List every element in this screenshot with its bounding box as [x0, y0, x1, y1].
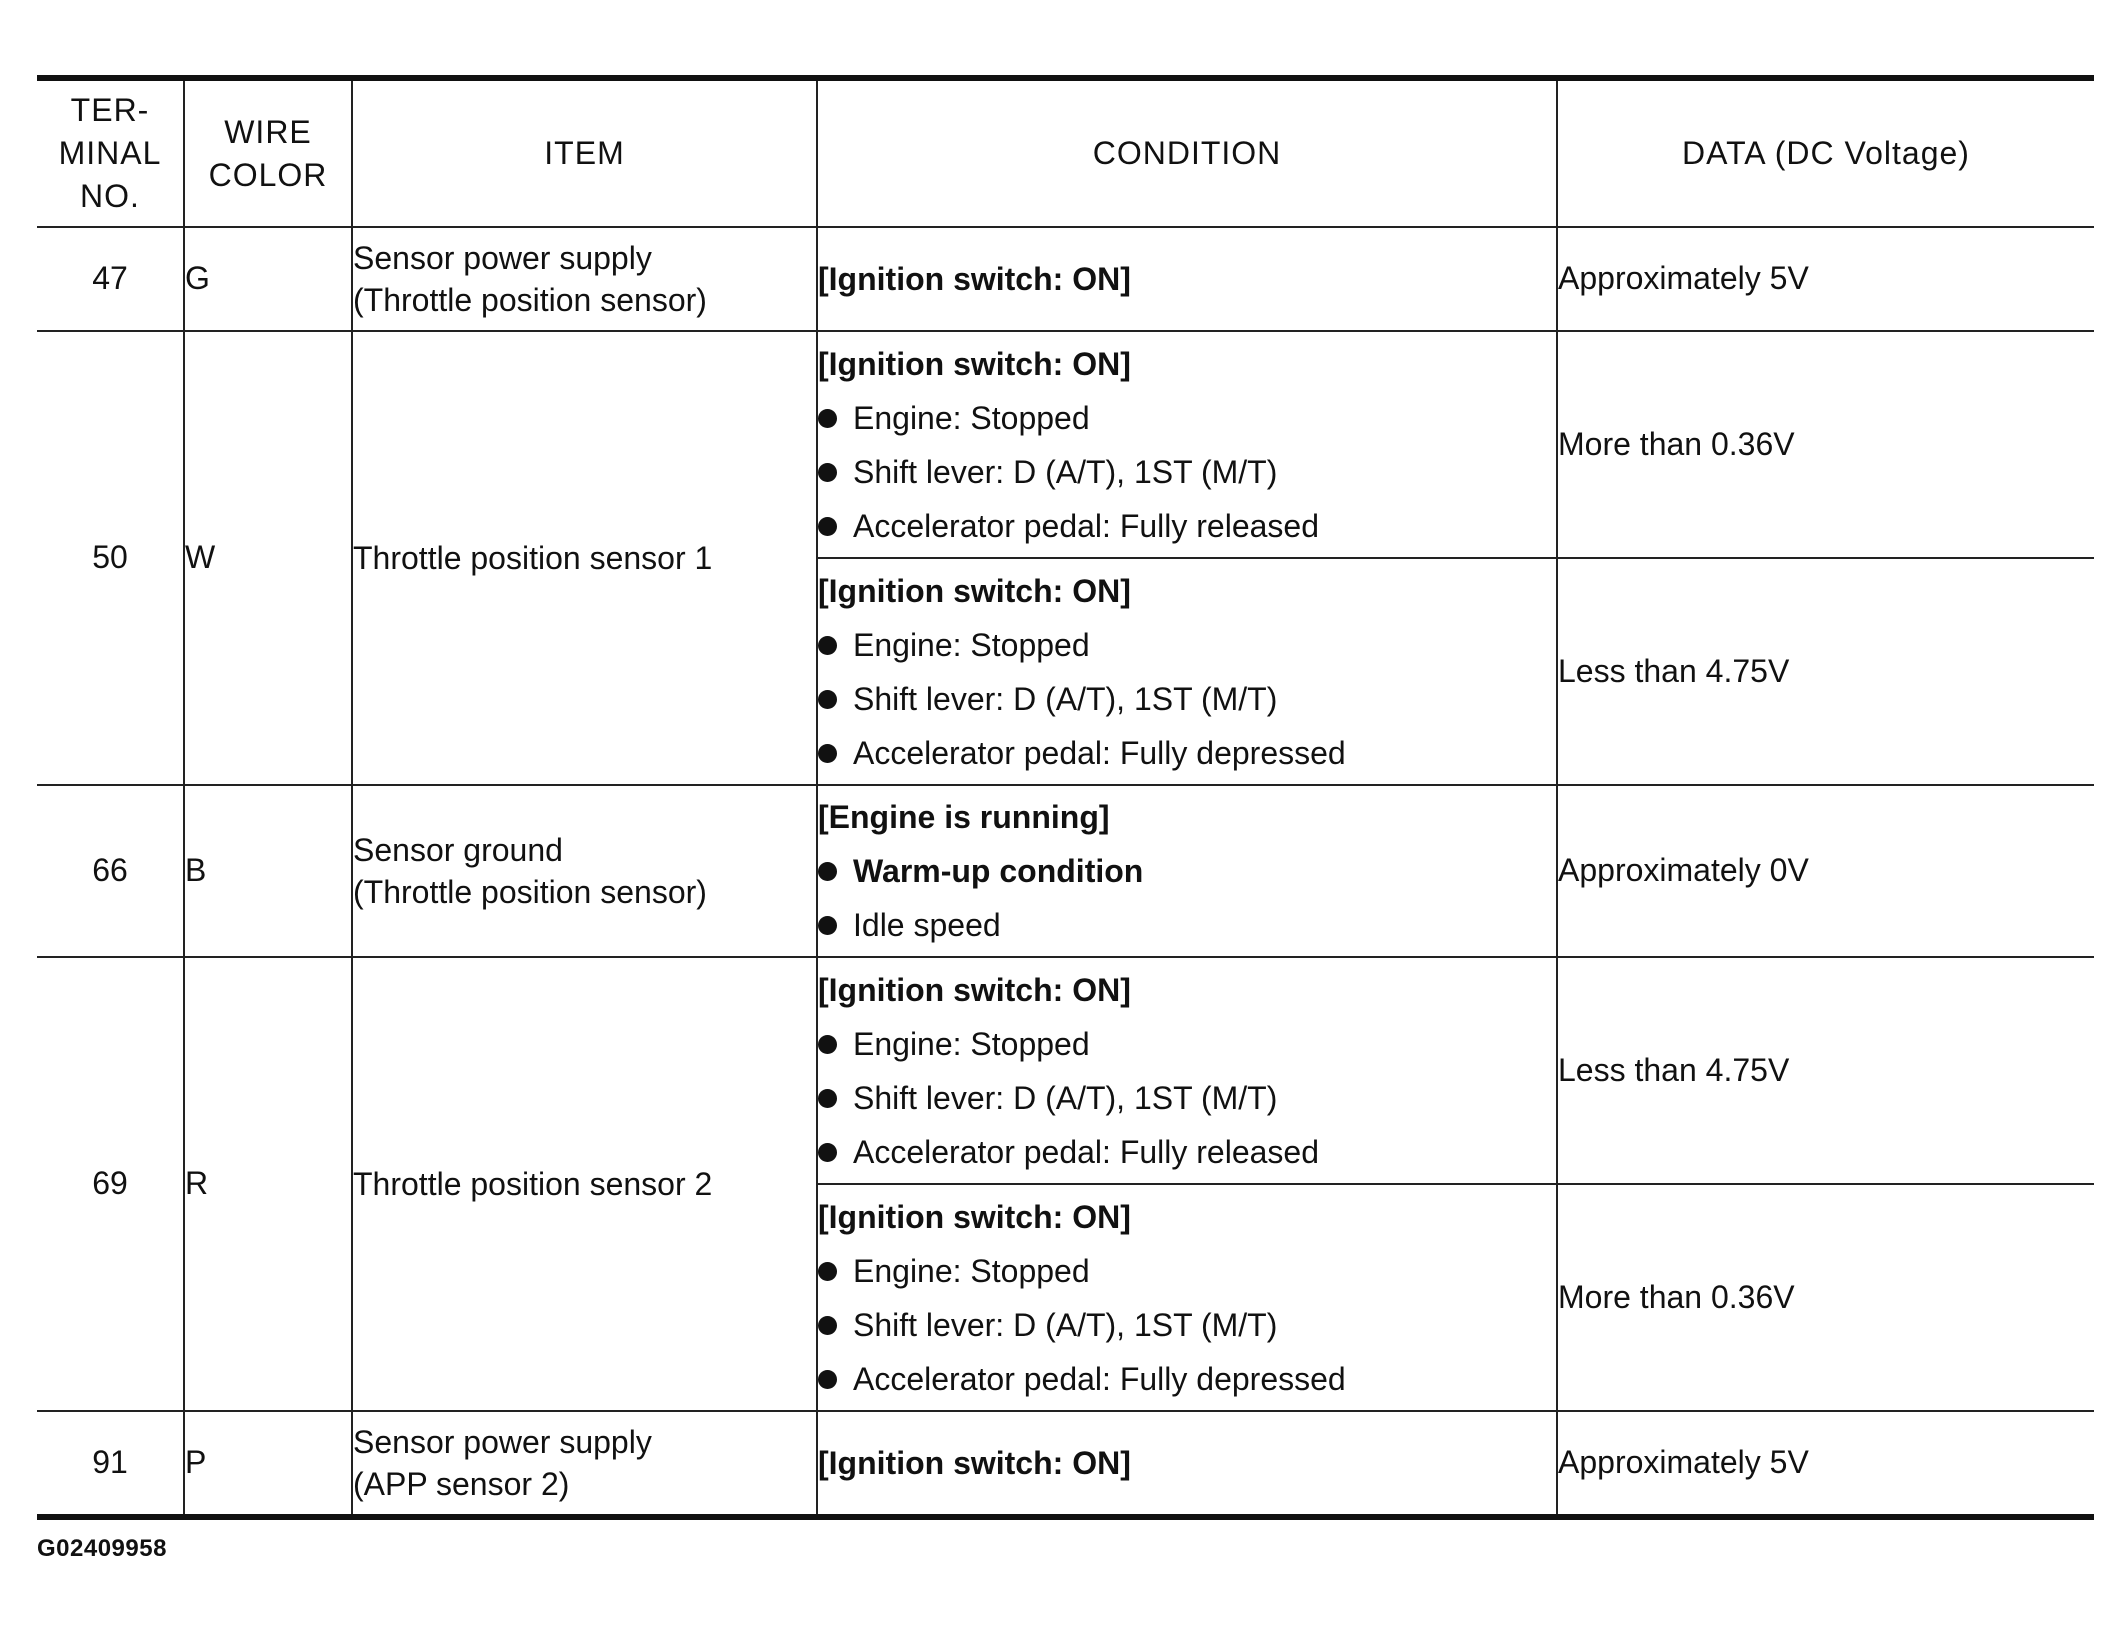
voltage-data-cell: Approximately 5V [1557, 227, 2094, 331]
item-cell [352, 227, 817, 331]
terminal-spec-table [37, 75, 2094, 1520]
condition-text: Shift lever: D (A/T), 1ST (M/T) [853, 680, 1278, 717]
condition-text: [Ignition switch: ON] [818, 345, 1131, 382]
header-wire-line: WIRE [224, 113, 312, 150]
condition-bullet-line [818, 499, 1556, 553]
condition-cell [817, 1184, 1557, 1411]
condition-text: Idle speed [853, 907, 1001, 943]
condition-text: Accelerator pedal: Fully depressed [853, 734, 1346, 771]
condition-text: [Ignition switch: ON] [818, 971, 1131, 1008]
table-row [37, 1411, 2094, 1517]
header-terminal-no [37, 78, 184, 227]
condition-bullet-line [818, 1298, 1556, 1352]
condition-cell [817, 558, 1557, 785]
item-line: (Throttle position sensor) [353, 282, 707, 318]
table-body [37, 227, 2094, 1517]
item-cell [352, 331, 817, 785]
wire-color-cell: G [184, 227, 352, 331]
voltage-data-cell: Approximately 0V [1557, 785, 2094, 957]
bullet-icon [818, 409, 837, 428]
condition-heading [818, 1190, 1556, 1244]
bullet-icon [818, 862, 837, 881]
condition-bullet-line [818, 1071, 1556, 1125]
header-wire-line: COLOR [208, 156, 328, 193]
condition-text: [Ignition switch: ON] [818, 1445, 1131, 1481]
condition-bullet-line [818, 1125, 1556, 1179]
voltage-data-cell: Less than 4.75V [1557, 957, 2094, 1184]
header-terminal-line: NO. [80, 178, 140, 214]
wire-color-cell: R [184, 957, 352, 1411]
condition-heading [818, 1436, 1556, 1490]
item-cell [352, 1411, 817, 1517]
condition-heading [818, 963, 1556, 1017]
condition-heading [818, 252, 1556, 306]
condition-bullet-line [818, 1017, 1556, 1071]
condition-cell [817, 957, 1557, 1184]
item-line: Sensor power supply [353, 1424, 652, 1460]
table-row [37, 227, 2094, 331]
condition-text: Accelerator pedal: Fully released [853, 1133, 1320, 1170]
condition-heading [818, 564, 1556, 618]
item-line: (APP sensor 2) [353, 1466, 570, 1502]
figure-code: G02409958 [37, 1535, 167, 1562]
header-condition: CONDITION [817, 78, 1557, 227]
condition-text: Shift lever: D (A/T), 1ST (M/T) [853, 1079, 1278, 1116]
bullet-icon [818, 517, 837, 536]
condition-text: [Ignition switch: ON] [818, 261, 1131, 297]
condition-cell [817, 1411, 1557, 1517]
terminal-number-cell: 47 [37, 227, 184, 331]
condition-text: Warm-up condition [853, 853, 1144, 889]
condition-text: Accelerator pedal: Fully released [853, 507, 1320, 544]
item-line: Sensor ground [353, 832, 563, 868]
table-row [37, 957, 2094, 1184]
condition-text: [Engine is running] [818, 799, 1110, 835]
item-line: (Throttle position sensor) [353, 874, 707, 910]
voltage-data-cell: More than 0.36V [1557, 331, 2094, 558]
bullet-icon [818, 1370, 837, 1389]
condition-cell [817, 331, 1557, 558]
condition-bullet-line [818, 672, 1556, 726]
header-terminal-line: MINAL [58, 135, 162, 171]
item-line: Throttle position sensor 1 [353, 540, 713, 576]
condition-cell [817, 785, 1557, 957]
table-row [37, 331, 2094, 558]
condition-bullet-line [818, 898, 1556, 952]
item-cell [352, 957, 817, 1411]
condition-cell [817, 227, 1557, 331]
condition-bullet-line [818, 726, 1556, 780]
terminal-number-cell: 66 [37, 785, 184, 957]
bullet-icon [818, 1089, 837, 1108]
bullet-icon [818, 463, 837, 482]
condition-bullet-line [818, 391, 1556, 445]
table-row [37, 785, 2094, 957]
condition-text: Accelerator pedal: Fully depressed [853, 1360, 1346, 1397]
voltage-data-cell: Approximately 5V [1557, 1411, 2094, 1517]
header-terminal-line: TER- [70, 92, 150, 128]
table-header-row [37, 78, 2094, 227]
condition-text: Shift lever: D (A/T), 1ST (M/T) [853, 1306, 1278, 1343]
bullet-icon [818, 636, 837, 655]
condition-text: Engine: Stopped [853, 399, 1090, 436]
bullet-icon [818, 1035, 837, 1054]
condition-bullet-line [818, 445, 1556, 499]
condition-text: Shift lever: D (A/T), 1ST (M/T) [853, 453, 1278, 490]
bullet-icon [818, 916, 837, 935]
bullet-icon [818, 1262, 837, 1281]
condition-text: [Ignition switch: ON] [818, 572, 1131, 609]
bullet-icon [818, 744, 837, 763]
condition-text: Engine: Stopped [853, 1025, 1090, 1062]
terminal-spec-sheet [37, 75, 2094, 1520]
bullet-icon [818, 1143, 837, 1162]
wire-color-cell: W [184, 331, 352, 785]
item-line: Sensor power supply [353, 240, 652, 276]
condition-text: Engine: Stopped [853, 626, 1090, 663]
header-data: DATA (DC Voltage) [1557, 78, 2094, 227]
terminal-number-cell: 91 [37, 1411, 184, 1517]
condition-text: [Ignition switch: ON] [818, 1198, 1131, 1235]
item-line: Throttle position sensor 2 [353, 1166, 713, 1202]
wire-color-cell: B [184, 785, 352, 957]
item-cell [352, 785, 817, 957]
bullet-icon [818, 690, 837, 709]
condition-text: Engine: Stopped [853, 1252, 1090, 1289]
terminal-number-cell: 69 [37, 957, 184, 1411]
voltage-data-cell: More than 0.36V [1557, 1184, 2094, 1411]
wire-color-cell: P [184, 1411, 352, 1517]
condition-heading [818, 790, 1556, 844]
bullet-icon [818, 1316, 837, 1335]
condition-bullet-line [818, 844, 1556, 898]
condition-bullet-line [818, 1244, 1556, 1298]
terminal-number-cell: 50 [37, 331, 184, 785]
header-item: ITEM [352, 78, 817, 227]
condition-bullet-line [818, 1352, 1556, 1406]
voltage-data-cell: Less than 4.75V [1557, 558, 2094, 785]
header-wire-color [184, 78, 352, 227]
condition-heading [818, 337, 1556, 391]
condition-bullet-line [818, 618, 1556, 672]
